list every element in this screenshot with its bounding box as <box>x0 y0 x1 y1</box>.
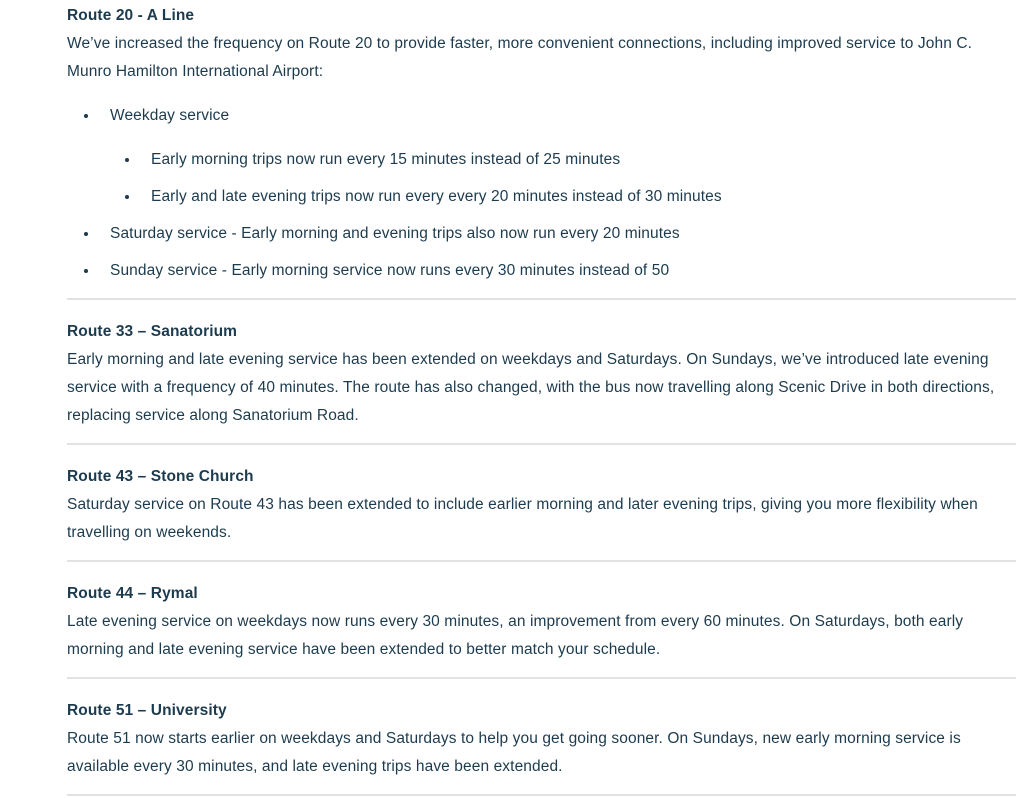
bullet-icon <box>84 269 88 273</box>
bullet-icon <box>84 232 88 236</box>
route-section-51 <box>67 679 1016 796</box>
route-heading: Route 51 – University <box>67 702 227 719</box>
list-item-text: Sunday service - Early morning service now runs every 30 minutes instead of 50 <box>110 262 670 279</box>
route-heading: Route 43 – Stone Church <box>67 468 254 485</box>
bullet-icon <box>125 158 129 162</box>
route-section-43 <box>67 445 1016 562</box>
bullet-icon <box>84 114 88 118</box>
route-description: We’ve increased the frequency on Route 20 to provide faster, more convenient connections, including improved service to John C. Munro Hamilton International Airport: <box>67 35 973 80</box>
list-item-text: Saturday service - Early morning and evening trips also now run every 20 minutes <box>110 225 680 242</box>
route-heading: Route 33 – Sanatorium <box>67 323 238 340</box>
route-heading: Route 44 – Rymal <box>67 585 198 602</box>
sub-list <box>110 146 1016 211</box>
list-item <box>67 102 1016 211</box>
bullet-icon <box>125 195 129 199</box>
route-section-44 <box>67 562 1016 679</box>
service-list <box>67 102 1016 285</box>
route-section-33 <box>67 300 1016 445</box>
route-description: Saturday service on Route 43 has been extended to include earlier morning and later evening trips, giving you more flexibility when travelling on weekends. <box>67 496 978 541</box>
route-heading: Route 20 - A Line <box>67 7 195 24</box>
list-item <box>110 183 1016 211</box>
route-section-20 <box>67 0 1016 300</box>
list-item <box>110 146 1016 174</box>
list-item <box>67 220 1016 248</box>
route-description: Early morning and late evening service has been extended on weekdays and Saturdays. On Sundays, we’ve introduced late evening service with a frequency of 40 minutes. The route has also changed, with the bus now travelling along Scenic Drive in both directions, replacing service along Sanatorium Road. <box>67 351 995 424</box>
route-description: Late evening service on weekdays now runs every 30 minutes, an improvement from every 60 minutes. On Saturdays, both early morning and late evening service have been extended to better match your schedule. <box>67 613 964 658</box>
list-item-text: Weekday service <box>110 107 230 124</box>
list-item <box>67 257 1016 285</box>
list-item-text: Early morning trips now run every 15 minutes instead of 25 minutes <box>151 151 621 168</box>
route-description: Route 51 now starts earlier on weekdays and Saturdays to help you get going sooner. On Sundays, new early morning service is available every 30 minutes, and late evening trips have been extended. <box>67 730 961 775</box>
list-item-text: Early and late evening trips now run every every 20 minutes instead of 30 minutes <box>151 188 722 205</box>
